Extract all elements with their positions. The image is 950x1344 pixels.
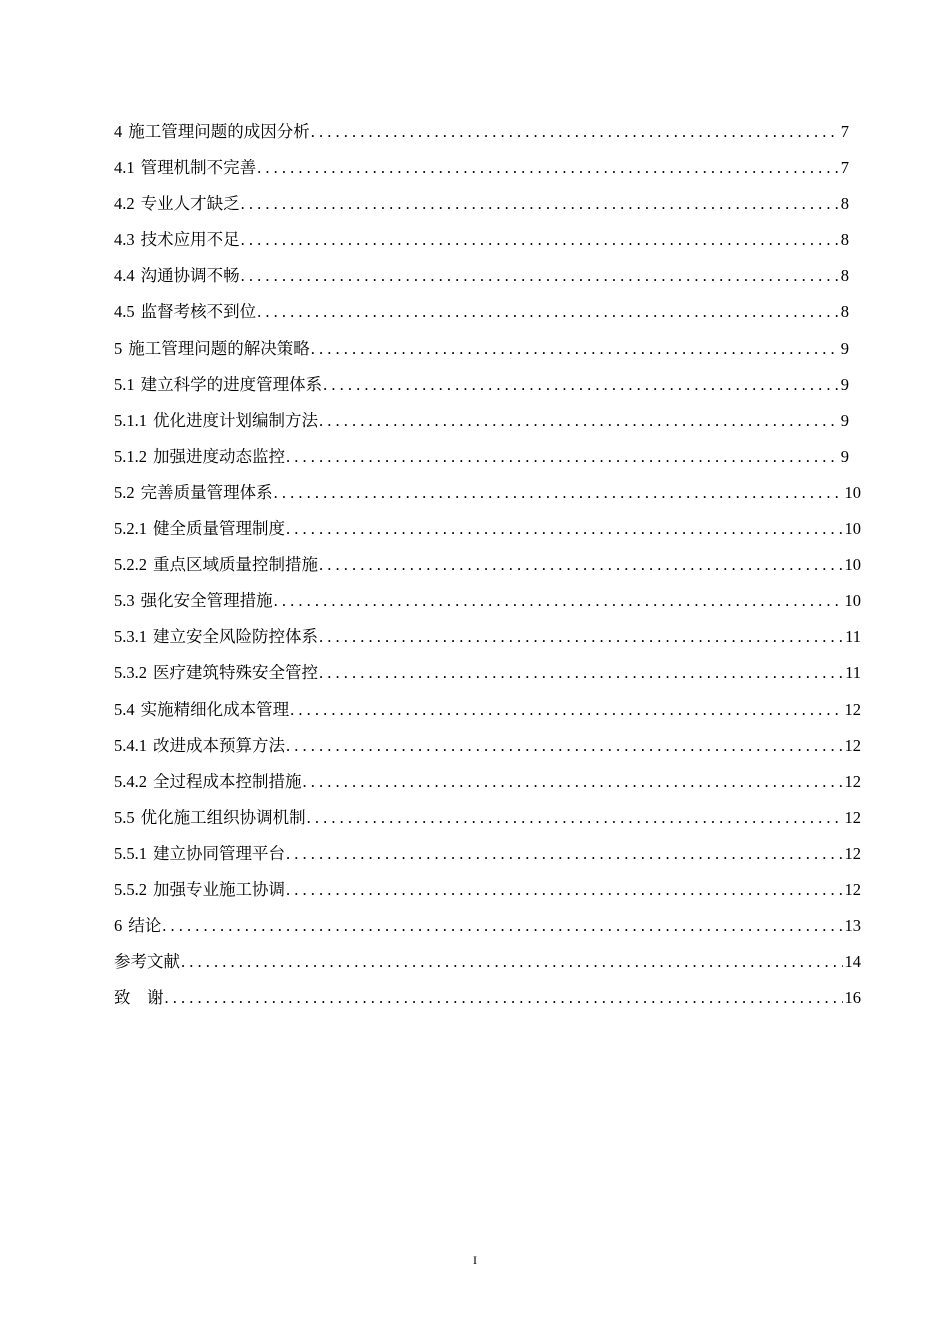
toc-entry-page: 8: [840, 302, 849, 322]
toc-dot-leader: [286, 836, 843, 872]
toc-entry-number: 5.2.1: [114, 519, 147, 539]
toc-entry: [114, 764, 861, 800]
toc-entry-page: 9: [840, 410, 849, 430]
toc-entry-number: 4: [114, 122, 123, 141]
toc-dot-leader: [162, 908, 842, 944]
toc-dot-leader: [307, 800, 843, 836]
toc-entry-title: 建立科学的进度管理体系: [140, 374, 323, 394]
toc-entry: [114, 583, 861, 619]
toc-entry-title: 完善质量管理体系: [140, 482, 273, 502]
toc-entry-page: 8: [840, 194, 849, 214]
toc-entry: [114, 114, 861, 150]
toc-entry-number: 5.3.1: [114, 627, 147, 647]
toc-entry-title: 施工管理问题的解决策略: [128, 338, 310, 358]
toc-entry-number: 5.1.2: [114, 446, 147, 466]
toc-entry: [114, 403, 861, 439]
toc-entry-page: 9: [840, 374, 849, 394]
toc-entry: [114, 547, 861, 583]
toc-entry: [114, 728, 861, 764]
toc-entry-page: 16: [844, 988, 861, 1008]
toc-entry-number: 5.4.2: [114, 771, 147, 791]
toc-entry-title: 重点区域质量控制措施: [153, 555, 318, 575]
toc-entry-title: 专业人才缺乏: [140, 194, 240, 214]
toc-dot-leader: [257, 150, 839, 186]
toc-entry-page: 11: [845, 663, 861, 683]
toc-entry-number: 4.2: [114, 194, 135, 214]
toc-dot-leader: [286, 511, 843, 547]
toc-entry-number: 5.4: [114, 699, 135, 719]
toc-dot-leader: [286, 872, 843, 908]
toc-entry-title: 施工管理问题的成因分析: [128, 122, 310, 141]
toc-entry-title: 加强专业施工协调: [153, 879, 285, 899]
toc-entry-title: 沟通协调不畅: [140, 266, 240, 286]
toc-dot-leader: [274, 475, 843, 511]
toc-entry-title: 优化施工组织协调机制: [140, 807, 306, 827]
toc-entry-page: 12: [844, 807, 861, 827]
toc-entry-title: 加强进度动态监控: [153, 446, 285, 466]
toc-entry-page: 7: [840, 122, 849, 141]
toc-entry-page: 10: [844, 591, 861, 611]
toc-entry-page: 10: [844, 519, 861, 539]
toc-entry-title: 监督考核不到位: [140, 302, 257, 322]
toc-entry: [114, 150, 861, 186]
toc-dot-leader: [319, 619, 843, 655]
toc-entry-title: 实施精细化成本管理: [140, 699, 290, 719]
toc-entry-title: 健全质量管理制度: [153, 519, 285, 539]
toc-entry: [114, 331, 861, 367]
toc-entry-page: 12: [844, 735, 861, 755]
toc-dot-leader: [241, 222, 839, 258]
toc-entry-number: 5.3: [114, 591, 135, 611]
toc-dot-leader: [323, 367, 839, 403]
toc-entry: [114, 367, 861, 403]
toc-entry-title: 致 谢: [114, 988, 164, 1008]
toc-entry: [114, 944, 861, 980]
toc-entry-page: 12: [844, 771, 861, 791]
toc-dot-leader: [274, 583, 843, 619]
toc-dot-leader: [319, 403, 839, 439]
footer-page-number: I: [473, 1253, 477, 1267]
toc-entry: [114, 439, 861, 475]
toc-dot-leader: [257, 294, 839, 330]
toc-entry-page: 12: [844, 843, 861, 863]
toc-entry-number: 5.2.2: [114, 555, 147, 575]
toc-entry-page: 10: [844, 482, 861, 502]
toc-entry-page: 12: [844, 699, 861, 719]
toc-dot-leader: [181, 944, 843, 980]
toc-entry-number: 4.5: [114, 302, 135, 322]
toc-entry-page: 7: [840, 158, 849, 178]
toc-entry: [114, 655, 861, 691]
toc-dot-leader: [303, 764, 843, 800]
toc-entry-number: 5.5.1: [114, 843, 147, 863]
toc-entry-page: 10: [844, 555, 861, 575]
toc-entry: [114, 511, 861, 547]
toc-entry-title: 优化进度计划编制方法: [153, 410, 318, 430]
toc-entry-page: 14: [844, 952, 861, 972]
toc-entry-page: 12: [844, 879, 861, 899]
toc-dot-leader: [286, 439, 839, 475]
toc-entry: [114, 619, 861, 655]
toc-entry-number: 5.5.2: [114, 879, 147, 899]
toc-entry-page: 13: [844, 916, 861, 936]
toc-entry-title: 建立安全风险防控体系: [153, 627, 318, 647]
toc-dot-leader: [165, 980, 843, 1016]
toc-dot-leader: [241, 258, 839, 294]
toc-entry: [114, 836, 861, 872]
toc-entry-title: 医疗建筑特殊安全管控: [153, 663, 318, 683]
toc-dot-leader: [286, 728, 843, 764]
toc-entry-number: 6: [114, 916, 123, 936]
toc-entry-page: 8: [840, 230, 849, 250]
toc-entry: [114, 258, 861, 294]
toc-entry: [114, 294, 861, 330]
toc-entry: [114, 800, 861, 836]
toc-entry-page: 11: [845, 627, 861, 647]
toc-dot-leader: [290, 692, 842, 728]
toc-entry-number: 5: [114, 338, 123, 358]
toc-entry-number: 4.3: [114, 230, 135, 250]
toc-entry-page: 9: [840, 338, 849, 358]
toc-entry: [114, 186, 861, 222]
toc-entry: [114, 908, 861, 944]
toc-entry-number: 5.1.1: [114, 410, 147, 430]
toc-entry-number: 5.5: [114, 807, 135, 827]
toc-entry-title: 结论: [128, 916, 162, 936]
toc-entry-title: 改进成本预算方法: [153, 735, 285, 755]
toc-entry-title: 技术应用不足: [140, 230, 240, 250]
toc-entry: [114, 692, 861, 728]
toc-entry-page: 9: [840, 446, 849, 466]
toc-dot-leader: [241, 186, 839, 222]
toc-dot-leader: [311, 331, 839, 367]
table-of-contents: [114, 114, 861, 1016]
toc-entry-number: 4.4: [114, 266, 135, 286]
toc-dot-leader: [319, 655, 843, 691]
toc-entry-title: 全过程成本控制措施: [153, 771, 302, 791]
toc-dot-leader: [319, 547, 843, 583]
toc-entry-title: 强化安全管理措施: [140, 591, 273, 611]
toc-entry-number: 5.4.1: [114, 735, 147, 755]
toc-entry: [114, 222, 861, 258]
toc-entry-title: 建立协同管理平台: [153, 843, 285, 863]
toc-entry-number: 5.1: [114, 374, 135, 394]
toc-entry-number: 4.1: [114, 158, 135, 178]
toc-entry: [114, 980, 861, 1016]
toc-entry-number: 5.2: [114, 482, 135, 502]
toc-dot-leader: [311, 114, 839, 150]
toc-entry-title: 参考文献: [114, 952, 180, 972]
toc-entry-title: 管理机制不完善: [140, 158, 257, 178]
toc-entry-page: 8: [840, 266, 849, 286]
toc-entry: [114, 475, 861, 511]
toc-entry-number: 5.3.2: [114, 663, 147, 683]
toc-entry: [114, 872, 861, 908]
